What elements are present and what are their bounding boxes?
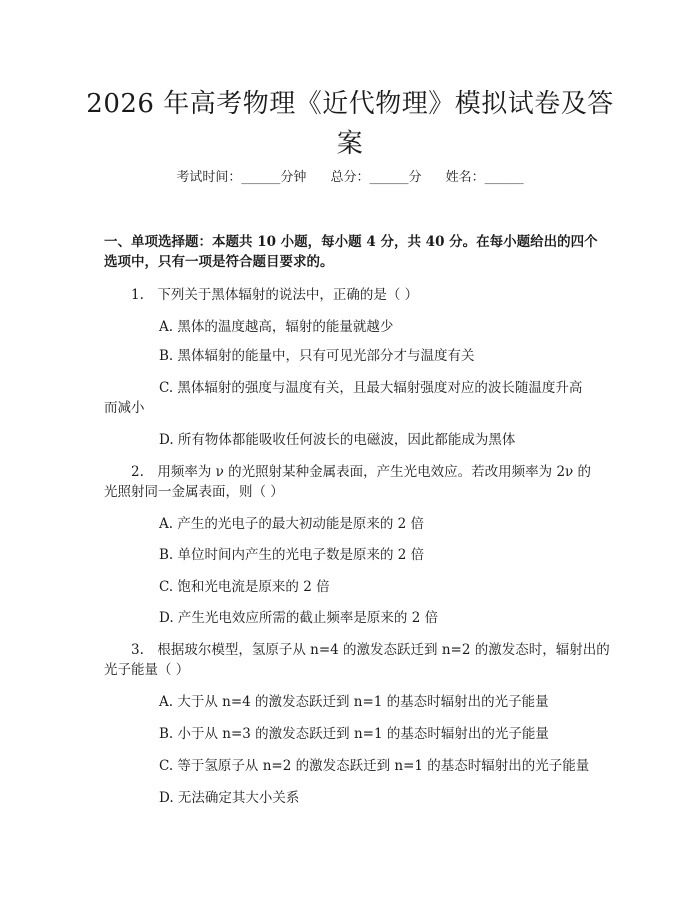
exam-name-field: 姓名：______ — [445, 170, 524, 185]
question-1-option-c-cont: 而减小 — [104, 400, 145, 416]
exam-info — [0, 168, 700, 188]
question-2-option-d: D. 产生光电效应所需的截止频率是原来的 2 倍 — [159, 610, 439, 626]
exam-score-field: 总分：______分 — [330, 170, 422, 185]
question-1-option-b: B. 黑体辐射的能量中，只有可见光部分才与温度有关 — [159, 348, 475, 364]
question-2-option-a: A. 产生的光电子的最大初动能是原来的 2 倍 — [159, 516, 425, 532]
question-3-option-d: D. 无法确定其大小关系 — [159, 790, 300, 806]
section-header-line-1: 一、单项选择题：本题共 10 小题，每小题 4 分，共 40 分。在每小题给出的四个 — [104, 234, 598, 250]
question-1-text: 1. 下列关于黑体辐射的说法中，正确的是（ ） — [131, 287, 419, 303]
exam-time-field: 考试时间：______分钟 — [176, 170, 307, 185]
question-3-text: 3. 根据玻尔模型，氢原子从 n=4 的激发态跃迁到 n=2 的激发态时，辐射出的 — [131, 642, 610, 658]
question-2-text: 2. 用频率为 ν 的光照射某种金属表面，产生光电效应。若改用频率为 2ν 的 — [131, 464, 592, 480]
question-3-option-a: A. 大于从 n=4 的激发态跃迁到 n=1 的基态时辐射出的光子能量 — [159, 694, 549, 710]
section-header-line-2: 选项中，只有一项是符合题目要求的。 — [104, 254, 334, 270]
title-line-1: 2026 年高考物理《近代物理》模拟试卷及答 — [86, 89, 614, 119]
question-3-option-b: B. 小于从 n=3 的激发态跃迁到 n=1 的基态时辐射出的光子能量 — [159, 726, 549, 742]
question-2-text-cont: 光照射同一金属表面，则（ ） — [104, 484, 284, 500]
question-1-option-a: A. 黑体的温度越高，辐射的能量就越少 — [159, 319, 394, 335]
question-3-option-c: C. 等于氢原子从 n=2 的激发态跃迁到 n=1 的基态时辐射出的光子能量 — [159, 758, 590, 774]
title-line-2: 案 — [336, 129, 364, 159]
section-header — [104, 232, 604, 272]
page-title — [80, 84, 620, 164]
question-1-option-c: C. 黑体辐射的强度与温度有关，且最大辐射强度对应的波长随温度升高 — [159, 380, 583, 396]
question-1-option-d: D. 所有物体都能吸收任何波长的电磁波，因此都能成为黑体 — [159, 432, 516, 448]
question-3-text-cont: 光子能量（ ） — [104, 662, 190, 678]
question-2-option-c: C. 饱和光电流是原来的 2 倍 — [159, 579, 330, 595]
question-2-option-b: B. 单位时间内产生的光电子数是原来的 2 倍 — [159, 547, 425, 563]
